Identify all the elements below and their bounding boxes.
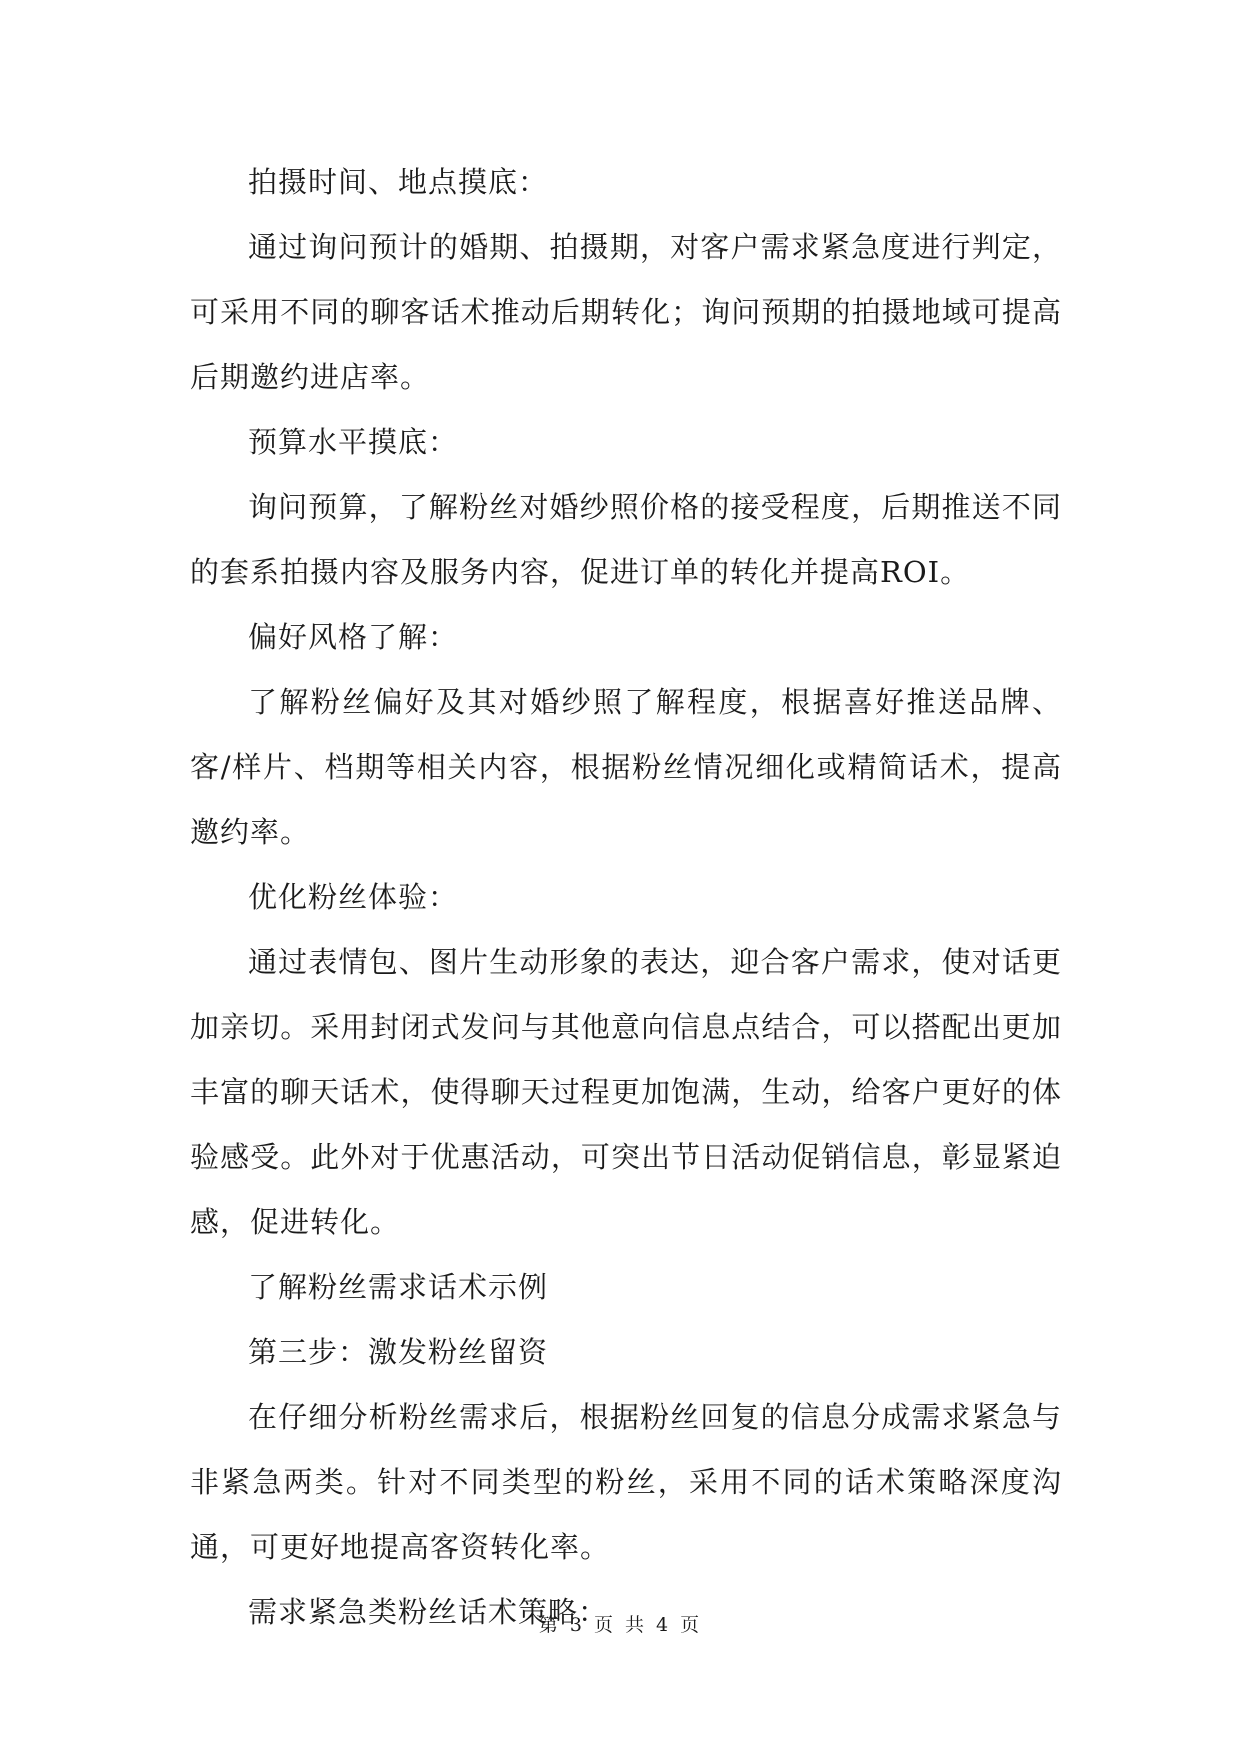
paragraph-fan-experience: 通过表情包、图片生动形象的表达，迎合客户需求，使对话更加亲切。采用封闭式发问与其他意向信息点结合，可以搭配出更加丰富的聊天话术，使得聊天过程更加饱满，生动，给客户更好的体验感受。此外对于优惠活动，可突出节日活动促销信息，彰显紧迫感，促进转化。: [190, 945, 1062, 1239]
paragraph-budget: 询问预算，了解粉丝对婚纱照价格的接受程度，后期推送不同的套系拍摄内容及服务内容，促进订单的转化并提高ROI。: [190, 490, 1062, 589]
subheading-style-preference: 偏好风格了解：: [248, 620, 459, 654]
paragraph-shoot-time-location: 通过询问预计的婚期、拍摄期，对客户需求紧急度进行判定，可采用不同的聊客话术推动后期转化；询问预期的拍摄地域可提高后期邀约进店率。: [190, 230, 1062, 394]
paragraph-step-three: 在仔细分析粉丝需求后，根据粉丝回复的信息分成需求紧急与非紧急两类。针对不同类型的粉丝，采用不同的话术策略深度沟通，可更好地提高客资转化率。: [190, 1400, 1062, 1564]
page-footer: 第 3 页 共 4 页: [538, 1614, 703, 1636]
subheading-budget: 预算水平摸底：: [248, 425, 459, 459]
subheading-shoot-time-location: 拍摄时间、地点摸底：: [248, 165, 549, 199]
subheading-fan-experience: 优化粉丝体验：: [248, 880, 459, 914]
caption-script-example: 了解粉丝需求话术示例: [248, 1270, 549, 1304]
heading-step-three: 第三步：激发粉丝留资: [248, 1335, 549, 1369]
subheading-urgent-strategy: 需求紧急类粉丝话术策略：: [248, 1595, 609, 1629]
page-content: [190, 150, 1062, 1645]
paragraph-style-preference: 了解粉丝偏好及其对婚纱照了解程度，根据喜好推送品牌、客/样片、档期等相关内容，根据粉丝情况细化或精简话术，提高邀约率。: [190, 685, 1062, 849]
